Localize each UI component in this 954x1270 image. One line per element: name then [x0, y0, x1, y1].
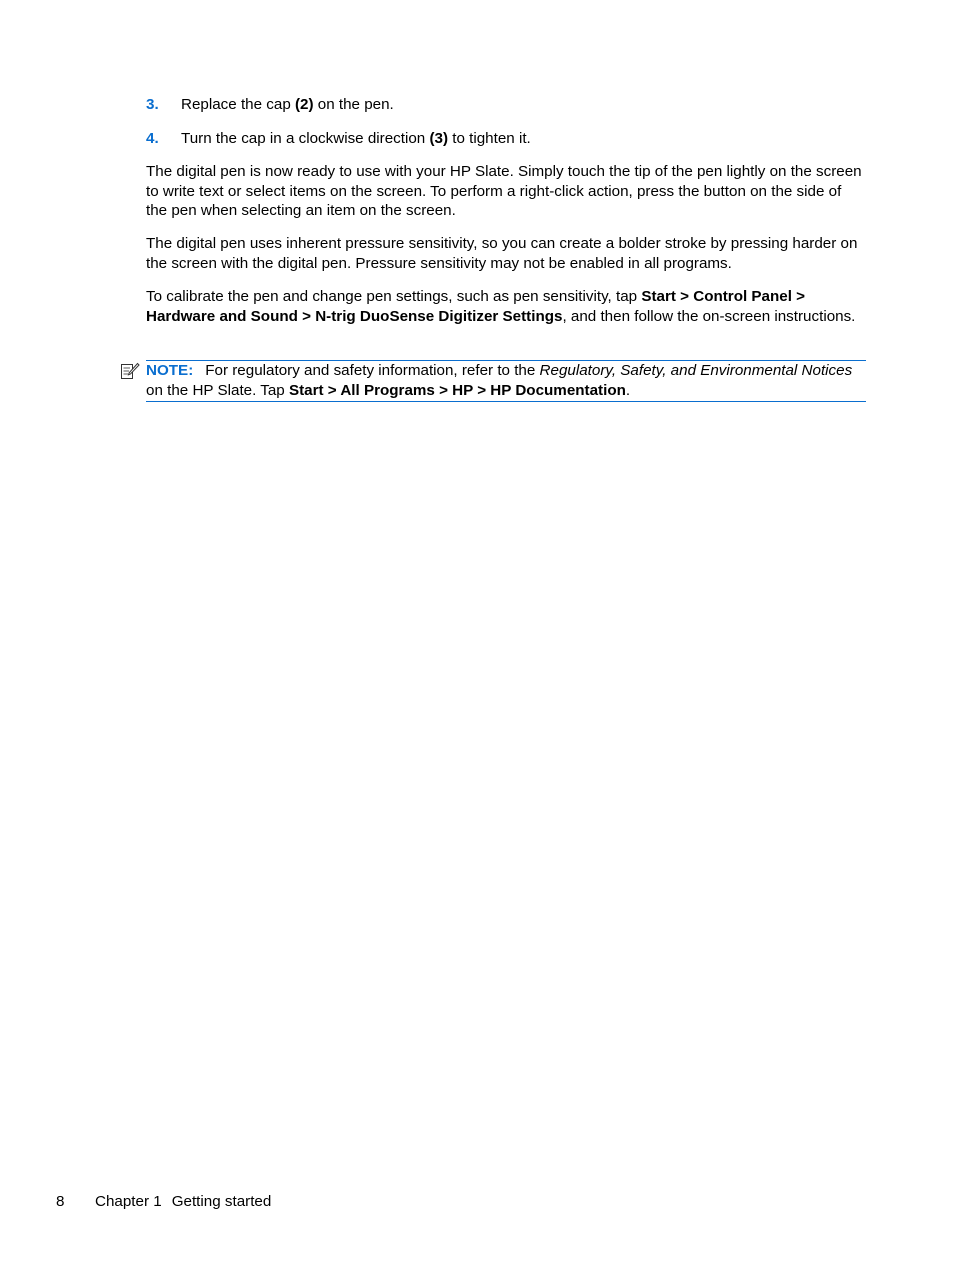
- step-number: 4.: [146, 130, 159, 147]
- step-text: Turn the cap in a clockwise direction: [181, 130, 430, 147]
- step-3: [146, 95, 394, 114]
- step-text-end: to tighten it.: [448, 130, 531, 147]
- calibrate-text: To calibrate the pen and change pen settings, such as pen sensitivity, tap: [146, 288, 642, 305]
- step-number: 3.: [146, 96, 159, 113]
- step-text-end: on the pen.: [313, 96, 394, 113]
- step-text: Replace the cap: [181, 96, 295, 113]
- calibrate-text-end: , and then follow the on-screen instructions.: [562, 307, 856, 325]
- paragraph-calibrate: [146, 287, 866, 326]
- calibrate-path: Start > Control Panel > Hardware and Sound > N-trig DuoSense Digitizer Settings: [146, 288, 806, 325]
- note-text-end: .: [625, 381, 631, 399]
- page-footer: [56, 1192, 271, 1211]
- step-callout: (2): [294, 96, 314, 113]
- note-pencil-icon: [120, 362, 140, 380]
- note-text: For regulatory and safety information, refer to the: [205, 362, 540, 379]
- note-box: [146, 360, 866, 402]
- note-text-middle: on the HP Slate. Tap: [146, 381, 289, 399]
- chapter-title: Getting started: [171, 1193, 272, 1210]
- chapter-label: Chapter 1: [95, 1193, 162, 1210]
- step-4: [146, 129, 531, 148]
- note-document-title: Regulatory, Safety, and Environmental Notices: [539, 362, 853, 379]
- note-path: Start > All Programs > HP > HP Documentation: [288, 381, 626, 399]
- paragraph-pressure-sensitivity: The digital pen uses inherent pressure sensitivity, so you can create a bolder stroke by pressing harder on the screen with the digital pen. Pressure sensitivity may not be enabled in all programs.: [146, 235, 858, 272]
- page-number: 8: [56, 1193, 65, 1210]
- paragraph-pen-ready: The digital pen is now ready to use with your HP Slate. Simply touch the tip of the pen lightly on the screen to write text or select items on the screen. To perform a right-click action, press the button on the side of the pen when selecting an item on the screen.: [146, 163, 862, 220]
- step-callout: (3): [429, 130, 449, 147]
- note-label: NOTE:: [146, 362, 194, 379]
